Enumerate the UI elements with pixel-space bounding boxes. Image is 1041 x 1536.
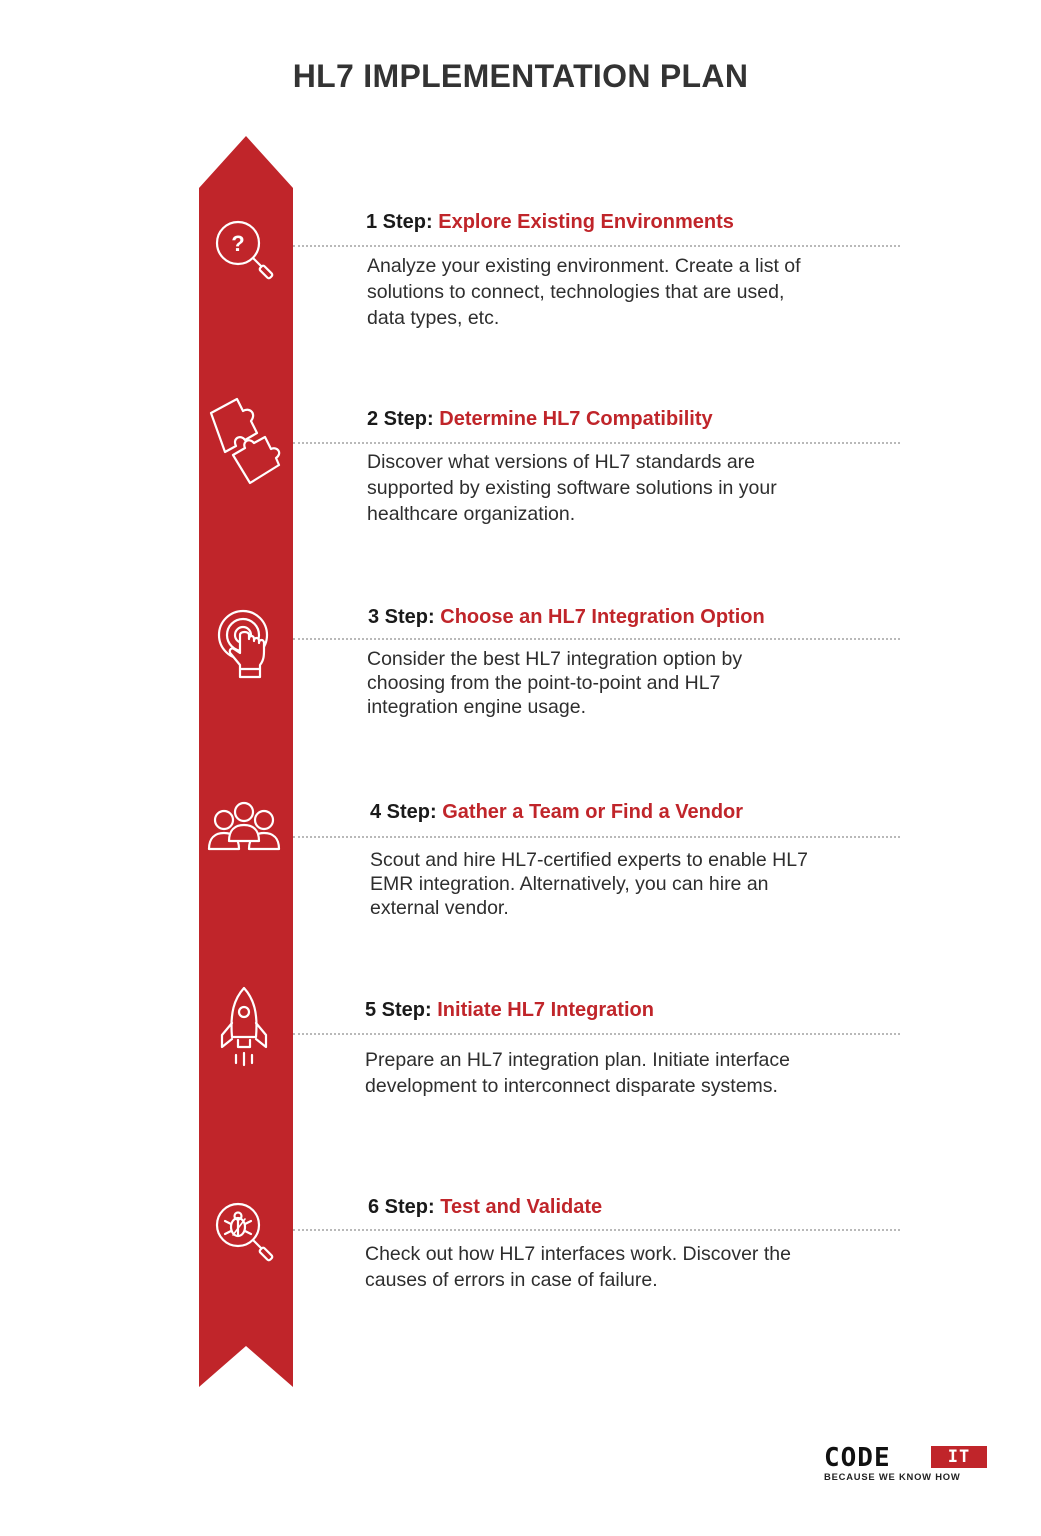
dotted-divider xyxy=(293,836,900,838)
team-icon xyxy=(206,798,286,856)
step-description: Prepare an HL7 integration plan. Initiate interface development to interconnect disparate systems. xyxy=(365,1049,790,1097)
step-title: Test and Validate xyxy=(440,1196,603,1218)
svg-text:?: ? xyxy=(231,231,245,256)
step-title: Gather a Team or Find a Vendor xyxy=(442,801,744,823)
step-heading xyxy=(367,408,713,431)
codeit-logo xyxy=(824,1444,989,1484)
step-number: 3 Step: xyxy=(368,606,435,628)
bug-search-icon xyxy=(205,1195,285,1275)
page-title: HL7 IMPLEMENTATION PLAN xyxy=(292,58,749,94)
step-title: Explore Existing Environments xyxy=(438,211,734,233)
magnifier-question-icon xyxy=(205,213,285,293)
logo-word: CODE xyxy=(824,1443,891,1473)
touch-target-icon xyxy=(210,605,280,685)
step-number: 5 Step: xyxy=(365,999,432,1021)
dotted-divider xyxy=(293,1033,900,1035)
dotted-divider xyxy=(293,638,900,640)
dotted-divider xyxy=(293,442,900,444)
step-heading xyxy=(368,1196,602,1219)
step-number: 2 Step: xyxy=(367,408,434,430)
step-description: Scout and hire HL7-certified experts to enable HL7 EMR integration. Alternatively, you can hire an external vendor. xyxy=(370,849,808,919)
step-title: Determine HL7 Compatibility xyxy=(439,408,713,430)
step-heading xyxy=(366,211,734,234)
step-number: 1 Step: xyxy=(366,211,433,233)
step-heading xyxy=(368,606,765,629)
step-number: 6 Step: xyxy=(368,1196,435,1218)
step-title: Choose an HL7 Integration Option xyxy=(440,606,765,628)
logo-tagline: BECAUSE WE KNOW HOW xyxy=(824,1471,961,1482)
dotted-divider xyxy=(293,245,900,247)
step-description: Discover what versions of HL7 standards are supported by existing software solutions in your healthcare organization. xyxy=(367,451,777,525)
step-title: Initiate HL7 Integration xyxy=(437,999,654,1021)
step-description: Check out how HL7 interfaces work. Discover the causes of errors in case of failure. xyxy=(365,1243,791,1291)
step-heading xyxy=(365,999,654,1022)
step-description: Consider the best HL7 integration option by choosing from the point-to-point and HL7 integration engine usage. xyxy=(367,648,743,718)
rocket-icon xyxy=(214,985,274,1070)
logo-badge: IT xyxy=(931,1446,987,1468)
step-number: 4 Step: xyxy=(370,801,437,823)
puzzle-icon xyxy=(205,395,285,490)
step-heading xyxy=(370,801,743,824)
dotted-divider xyxy=(293,1229,900,1231)
step-description: Analyze your existing environment. Create a list of solutions to connect, technologies that are used, data types, etc. xyxy=(367,255,801,329)
